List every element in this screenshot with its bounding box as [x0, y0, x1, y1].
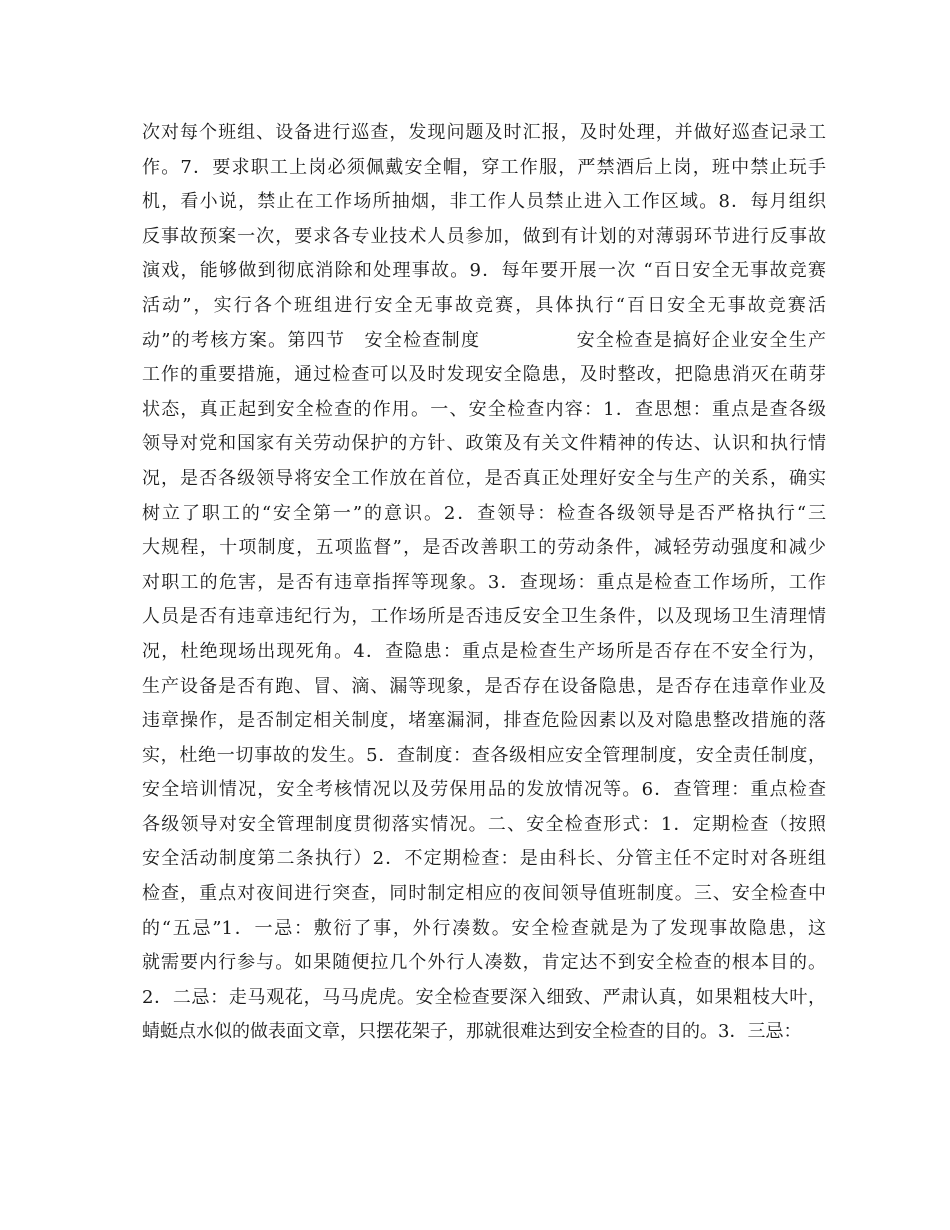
text-line: 各级领导对安全管理制度贯彻落实情况。二、安全检查形式：1．定期检查（按照	[142, 813, 826, 835]
text-line: 实，杜绝一切事故的发生。5．查制度：查各级相应安全管理制度，安全责任制度，	[142, 744, 826, 766]
text-line: 大规程，十项制度，五项监督”，是否改善职工的劳动条件，减轻劳动强度和减少	[142, 537, 826, 559]
text-line: 工作的重要措施，通过检查可以及时发现安全隐患，及时整改，把隐患消灭在萌芽	[142, 364, 826, 386]
text-line: 违章操作，是否制定相关制度，堵塞漏洞，排查危险因素以及对隐患整改措施的落	[142, 710, 826, 732]
text-line: 领导对党和国家有关劳动保护的方针、政策及有关文件精神的传达、认识和执行情	[142, 433, 826, 455]
text-line: 动”的考核方案。第四节 安全检查制度 安全检查是搞好企业安全生产	[142, 329, 826, 351]
text-line: 对职工的危害，是否有违章指挥等现象。3．查现场：重点是检查工作场所，工作	[142, 571, 826, 593]
text-line: 人员是否有违章违纪行为，工作场所是否违反安全卫生条件，以及现场卫生清理情	[142, 606, 826, 628]
text-line: 就需要内行参与。如果随便拉几个外行人凑数，肯定达不到安全检查的根本目的。	[142, 952, 826, 974]
text-line: 的“五忌”1．一忌：敷衍了事，外行凑数。安全检查就是为了发现事故隐患，这	[142, 917, 826, 939]
text-line: 状态，真正起到安全检查的作用。一、安全检查内容：1．查思想：重点是查各级	[142, 398, 826, 420]
text-line: 生产设备是否有跑、冒、滴、漏等现象，是否存在设备隐患，是否存在违章作业及	[142, 675, 826, 697]
text-line: 安全培训情况，安全考核情况以及劳保用品的发放情况等。6．查管理：重点检查	[142, 779, 826, 801]
body-text	[142, 116, 826, 1050]
text-line: 活动”，实行各个班组进行安全无事故竞赛，具体执行“百日安全无事故竞赛活	[142, 294, 826, 316]
text-line: 机，看小说，禁止在工作场所抽烟，非工作人员禁止进入工作区域。8．每月组织	[142, 191, 826, 213]
text-line: 安全活动制度第二条执行）2．不定期检查：是由科长、分管主任不定时对各班组	[142, 848, 826, 870]
text-line: 况，杜绝现场出现死角。4．查隐患：重点是检查生产场所是否存在不安全行为，	[142, 640, 826, 662]
text-line: 检查，重点对夜间进行突查，同时制定相应的夜间领导值班制度。三、安全检查中	[142, 883, 826, 905]
text-line: 树立了职工的“安全第一”的意识。2．查领导：检查各级领导是否严格执行“三	[142, 502, 826, 524]
text-line: 演戏，能够做到彻底消除和处理事故。9．每年要开展一次 “百日安全无事故竞赛	[142, 260, 826, 282]
text-line: 作。7．要求职工上岗必须佩戴安全帽，穿工作服，严禁酒后上岗，班中禁止玩手	[142, 156, 826, 178]
text-line: 况，是否各级领导将安全工作放在首位，是否真正处理好安全与生产的关系，确实	[142, 467, 826, 489]
text-line: 次对每个班组、设备进行巡查，发现问题及时汇报，及时处理，并做好巡查记录工	[142, 122, 826, 143]
text-line: 反事故预案一次，要求各专业技术人员参加，做到有计划的对薄弱环节进行反事故	[142, 225, 826, 247]
text-line: 蜻蜓点水似的做表面文章，只摆花架子，那就很难达到安全检查的目的。3．三忌：	[142, 1021, 802, 1043]
text-line: 2．二忌：走马观花，马马虎虎。安全检查要深入细致、严肃认真，如果粗枝大叶，	[142, 986, 826, 1008]
